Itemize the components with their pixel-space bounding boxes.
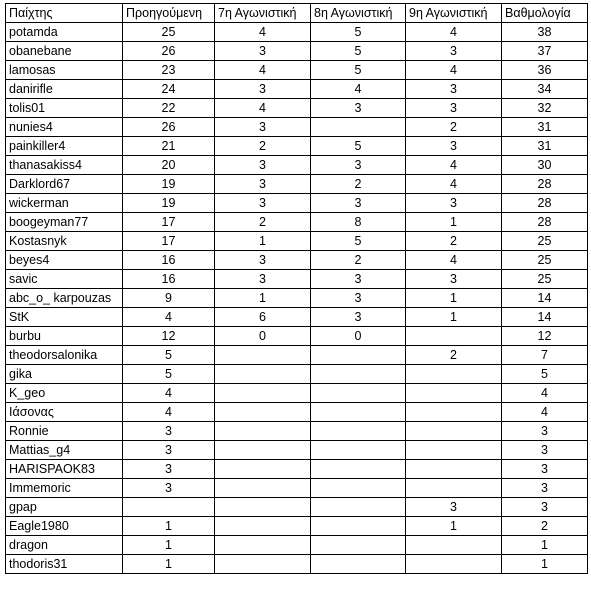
round-7-cell <box>215 346 311 365</box>
round-9-cell <box>406 555 502 574</box>
total-cell: 32 <box>502 99 588 118</box>
table-row <box>6 460 588 479</box>
round-9-cell <box>406 403 502 422</box>
round-8-cell <box>311 555 406 574</box>
table-row <box>6 422 588 441</box>
round-8-cell: 2 <box>311 251 406 270</box>
total-cell: 5 <box>502 365 588 384</box>
round-7-cell: 3 <box>215 80 311 99</box>
round-8-cell <box>311 441 406 460</box>
table-row <box>6 346 588 365</box>
round-9-cell: 1 <box>406 308 502 327</box>
table-row <box>6 384 588 403</box>
round-7-cell: 4 <box>215 99 311 118</box>
previous-cell: 1 <box>123 536 215 555</box>
header-previous: Προηγούμενη <box>123 4 215 23</box>
round-8-cell: 8 <box>311 213 406 232</box>
table-row <box>6 251 588 270</box>
table-row <box>6 441 588 460</box>
previous-cell <box>123 498 215 517</box>
round-9-cell: 4 <box>406 156 502 175</box>
round-7-cell: 3 <box>215 175 311 194</box>
table-row <box>6 42 588 61</box>
player-cell: Mattias_g4 <box>6 441 123 460</box>
round-8-cell: 2 <box>311 175 406 194</box>
round-7-cell: 1 <box>215 289 311 308</box>
player-cell: Immemoric <box>6 479 123 498</box>
round-7-cell: 3 <box>215 251 311 270</box>
round-7-cell: 0 <box>215 327 311 346</box>
round-9-cell: 1 <box>406 213 502 232</box>
round-9-cell: 2 <box>406 118 502 137</box>
table-row <box>6 80 588 99</box>
table-body <box>6 23 588 574</box>
round-7-cell: 3 <box>215 118 311 137</box>
previous-cell: 4 <box>123 403 215 422</box>
table-row <box>6 137 588 156</box>
round-7-cell <box>215 403 311 422</box>
total-cell: 2 <box>502 517 588 536</box>
round-9-cell <box>406 460 502 479</box>
previous-cell: 21 <box>123 137 215 156</box>
previous-cell: 4 <box>123 384 215 403</box>
table-row <box>6 23 588 42</box>
previous-cell: 3 <box>123 479 215 498</box>
table-row <box>6 156 588 175</box>
round-9-cell: 4 <box>406 175 502 194</box>
round-7-cell: 3 <box>215 42 311 61</box>
previous-cell: 24 <box>123 80 215 99</box>
round-7-cell: 2 <box>215 213 311 232</box>
round-8-cell: 5 <box>311 42 406 61</box>
round-7-cell: 4 <box>215 61 311 80</box>
header-total: Βαθμολογία <box>502 4 588 23</box>
previous-cell: 25 <box>123 23 215 42</box>
table-row <box>6 118 588 137</box>
previous-cell: 20 <box>123 156 215 175</box>
round-9-cell: 3 <box>406 498 502 517</box>
table-row <box>6 403 588 422</box>
total-cell: 28 <box>502 175 588 194</box>
player-cell: potamda <box>6 23 123 42</box>
player-cell: gika <box>6 365 123 384</box>
table-row <box>6 479 588 498</box>
total-cell: 37 <box>502 42 588 61</box>
previous-cell: 19 <box>123 175 215 194</box>
round-9-cell: 3 <box>406 80 502 99</box>
player-cell: Eagle1980 <box>6 517 123 536</box>
previous-cell: 4 <box>123 308 215 327</box>
table-row <box>6 289 588 308</box>
round-7-cell <box>215 384 311 403</box>
round-9-cell: 4 <box>406 23 502 42</box>
previous-cell: 26 <box>123 42 215 61</box>
round-8-cell <box>311 403 406 422</box>
previous-cell: 19 <box>123 194 215 213</box>
previous-cell: 3 <box>123 441 215 460</box>
total-cell: 12 <box>502 327 588 346</box>
round-8-cell: 3 <box>311 308 406 327</box>
round-8-cell <box>311 118 406 137</box>
player-cell: K_geo <box>6 384 123 403</box>
table-row <box>6 327 588 346</box>
table-row <box>6 99 588 118</box>
total-cell: 30 <box>502 156 588 175</box>
player-cell: Ronnie <box>6 422 123 441</box>
previous-cell: 22 <box>123 99 215 118</box>
round-9-cell: 2 <box>406 346 502 365</box>
total-cell: 14 <box>502 289 588 308</box>
player-cell: obanebane <box>6 42 123 61</box>
player-cell: savic <box>6 270 123 289</box>
player-cell: painkiller4 <box>6 137 123 156</box>
round-8-cell: 5 <box>311 232 406 251</box>
round-9-cell <box>406 365 502 384</box>
round-9-cell <box>406 384 502 403</box>
round-9-cell: 4 <box>406 61 502 80</box>
total-cell: 31 <box>502 137 588 156</box>
table-row <box>6 213 588 232</box>
round-8-cell <box>311 365 406 384</box>
header-round-9: 9η Αγωνιστική <box>406 4 502 23</box>
header-row <box>6 4 588 23</box>
total-cell: 25 <box>502 251 588 270</box>
round-8-cell <box>311 422 406 441</box>
player-cell: theodorsalonika <box>6 346 123 365</box>
player-cell: tolis01 <box>6 99 123 118</box>
total-cell: 3 <box>502 479 588 498</box>
round-7-cell <box>215 422 311 441</box>
table-row <box>6 194 588 213</box>
player-cell: Darklord67 <box>6 175 123 194</box>
total-cell: 25 <box>502 270 588 289</box>
round-8-cell <box>311 346 406 365</box>
total-cell: 3 <box>502 460 588 479</box>
player-cell: Ιάσονας <box>6 403 123 422</box>
previous-cell: 12 <box>123 327 215 346</box>
previous-cell: 1 <box>123 517 215 536</box>
player-cell: gpap <box>6 498 123 517</box>
header-player: Παίχτης <box>6 4 123 23</box>
round-8-cell: 0 <box>311 327 406 346</box>
round-9-cell <box>406 536 502 555</box>
round-7-cell <box>215 460 311 479</box>
total-cell: 36 <box>502 61 588 80</box>
round-7-cell <box>215 441 311 460</box>
round-9-cell: 3 <box>406 194 502 213</box>
round-7-cell <box>215 517 311 536</box>
player-cell: thanasakiss4 <box>6 156 123 175</box>
total-cell: 34 <box>502 80 588 99</box>
player-cell: wickerman <box>6 194 123 213</box>
round-7-cell <box>215 498 311 517</box>
round-9-cell: 3 <box>406 137 502 156</box>
round-7-cell: 3 <box>215 194 311 213</box>
round-7-cell: 3 <box>215 270 311 289</box>
round-7-cell <box>215 479 311 498</box>
round-8-cell: 3 <box>311 194 406 213</box>
round-9-cell: 4 <box>406 251 502 270</box>
player-cell: danirifle <box>6 80 123 99</box>
round-8-cell <box>311 498 406 517</box>
previous-cell: 3 <box>123 460 215 479</box>
round-8-cell: 3 <box>311 270 406 289</box>
player-cell: dragon <box>6 536 123 555</box>
player-cell: HARISPAOK83 <box>6 460 123 479</box>
table-row <box>6 270 588 289</box>
round-8-cell: 3 <box>311 156 406 175</box>
round-9-cell: 1 <box>406 289 502 308</box>
total-cell: 38 <box>502 23 588 42</box>
round-8-cell: 5 <box>311 23 406 42</box>
round-7-cell <box>215 365 311 384</box>
previous-cell: 9 <box>123 289 215 308</box>
round-8-cell: 4 <box>311 80 406 99</box>
previous-cell: 1 <box>123 555 215 574</box>
table-row <box>6 536 588 555</box>
player-cell: beyes4 <box>6 251 123 270</box>
total-cell: 7 <box>502 346 588 365</box>
previous-cell: 5 <box>123 346 215 365</box>
round-9-cell <box>406 479 502 498</box>
total-cell: 4 <box>502 403 588 422</box>
round-8-cell <box>311 479 406 498</box>
table-row <box>6 517 588 536</box>
player-cell: abc_o_ karpouzas <box>6 289 123 308</box>
round-9-cell <box>406 441 502 460</box>
round-8-cell: 3 <box>311 99 406 118</box>
player-cell: lamosas <box>6 61 123 80</box>
round-8-cell <box>311 384 406 403</box>
table-row <box>6 308 588 327</box>
round-9-cell <box>406 327 502 346</box>
player-cell: thodoris31 <box>6 555 123 574</box>
player-cell: burbu <box>6 327 123 346</box>
round-8-cell <box>311 536 406 555</box>
round-7-cell: 4 <box>215 23 311 42</box>
standings-table <box>5 3 588 574</box>
previous-cell: 5 <box>123 365 215 384</box>
table-row <box>6 232 588 251</box>
round-9-cell: 1 <box>406 517 502 536</box>
total-cell: 3 <box>502 422 588 441</box>
round-7-cell: 6 <box>215 308 311 327</box>
total-cell: 25 <box>502 232 588 251</box>
total-cell: 3 <box>502 498 588 517</box>
round-9-cell: 3 <box>406 270 502 289</box>
round-8-cell <box>311 460 406 479</box>
table-row <box>6 555 588 574</box>
previous-cell: 16 <box>123 270 215 289</box>
total-cell: 14 <box>502 308 588 327</box>
table-row <box>6 498 588 517</box>
player-cell: boogeyman77 <box>6 213 123 232</box>
round-7-cell <box>215 536 311 555</box>
total-cell: 1 <box>502 555 588 574</box>
player-cell: nunies4 <box>6 118 123 137</box>
previous-cell: 26 <box>123 118 215 137</box>
total-cell: 3 <box>502 441 588 460</box>
header-round-7: 7η Αγωνιστική <box>215 4 311 23</box>
round-8-cell: 5 <box>311 137 406 156</box>
total-cell: 1 <box>502 536 588 555</box>
previous-cell: 16 <box>123 251 215 270</box>
table-row <box>6 175 588 194</box>
round-9-cell: 2 <box>406 232 502 251</box>
previous-cell: 3 <box>123 422 215 441</box>
player-cell: Kostasnyk <box>6 232 123 251</box>
round-8-cell <box>311 517 406 536</box>
total-cell: 28 <box>502 213 588 232</box>
previous-cell: 23 <box>123 61 215 80</box>
round-8-cell: 5 <box>311 61 406 80</box>
total-cell: 4 <box>502 384 588 403</box>
player-cell: StK <box>6 308 123 327</box>
previous-cell: 17 <box>123 213 215 232</box>
table-row <box>6 365 588 384</box>
total-cell: 28 <box>502 194 588 213</box>
total-cell: 31 <box>502 118 588 137</box>
round-7-cell: 3 <box>215 156 311 175</box>
round-8-cell: 3 <box>311 289 406 308</box>
round-9-cell <box>406 422 502 441</box>
round-9-cell: 3 <box>406 42 502 61</box>
table-row <box>6 61 588 80</box>
round-7-cell: 1 <box>215 232 311 251</box>
round-7-cell: 2 <box>215 137 311 156</box>
round-7-cell <box>215 555 311 574</box>
header-round-8: 8η Αγωνιστική <box>311 4 406 23</box>
previous-cell: 17 <box>123 232 215 251</box>
round-9-cell: 3 <box>406 99 502 118</box>
